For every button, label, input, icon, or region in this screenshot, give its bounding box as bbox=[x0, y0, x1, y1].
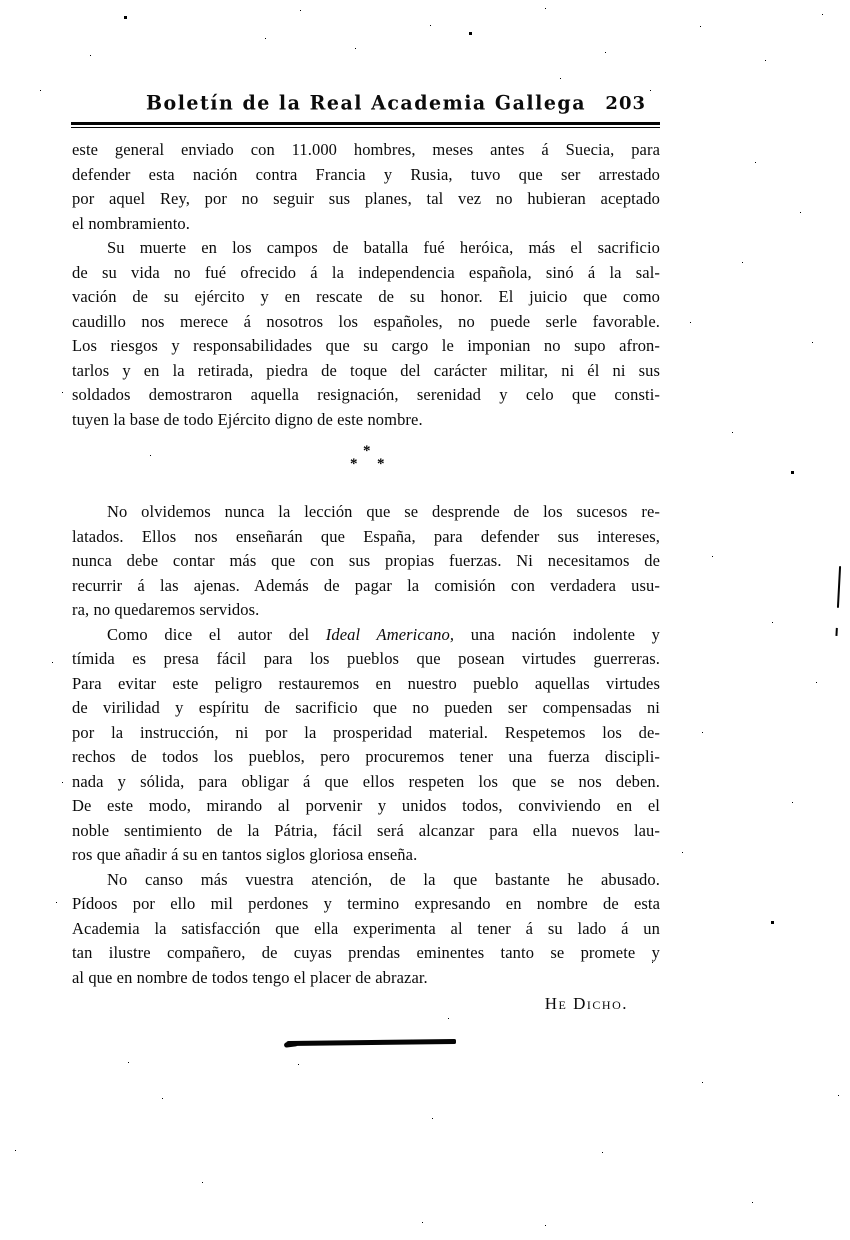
text-line: tuyen la base de todo Ejército digno de este nombre. bbox=[72, 409, 423, 429]
text-line: al que en nombre de todos tengo el placer de abrazar. bbox=[72, 967, 428, 987]
text-line: rechos de todos los pueblos, pero procuremos tener una fuerza discipli- bbox=[72, 747, 660, 766]
text-line: Como dice el autor del Ideal Americano, una nación indolente y bbox=[107, 624, 660, 644]
text-line: Los riesgos y responsabilidades que su cargo le imponian no supo afron- bbox=[72, 336, 660, 355]
paragraph bbox=[72, 623, 660, 868]
text-line: vación de su ejército y en rescate de su honor. El juicio que como bbox=[72, 287, 660, 306]
text-line: ra, no quedaremos servidos. bbox=[72, 600, 260, 619]
text-line: de virilidad y espíritu de sacrificio que no pueden ser compensadas ni bbox=[72, 698, 660, 717]
text-line: Academia la satisfacción que ella experimenta al tener á su lado á un bbox=[72, 918, 660, 938]
paragraph bbox=[72, 500, 660, 623]
text-line: soldados demostraron aquella resignación, serenidad y celo que consti- bbox=[72, 385, 660, 404]
text-line: Para evitar este peligro restauremos en nuestro pueblo aquellas virtudes bbox=[72, 673, 660, 693]
asterisk-icon: * bbox=[350, 456, 358, 472]
text-line: Pídoos por ello mil perdones y termino expresando en nombre de esta bbox=[72, 894, 660, 913]
text-line: el nombramiento. bbox=[72, 213, 190, 233]
text-line: nada y sólida, para obligar á que ellos respeten los que se nos deben. bbox=[72, 771, 660, 791]
text-line: de su vida no fué ofrecido á la independencia española, sinó á la sal- bbox=[72, 262, 660, 282]
text-line: tímida es presa fácil para los pueblos que posean virtudes guerreras. bbox=[72, 649, 660, 668]
text-column bbox=[72, 138, 660, 1017]
header-rule bbox=[71, 122, 660, 128]
margin-stray-mark bbox=[837, 566, 841, 608]
text-line: tarlos y en la retirada, piedra de toque del carácter militar, ni él ni sus bbox=[72, 360, 660, 380]
paragraph bbox=[72, 138, 660, 236]
page-header bbox=[72, 92, 660, 120]
speech-closing-signature: He Dicho. bbox=[544, 994, 628, 1013]
text-line: caudillo nos merece á nosotros los españoles, no puede serle favorable. bbox=[72, 311, 660, 331]
text-line: por aquel Rey, por no seguir sus planes, tal vez no hubieran aceptado bbox=[72, 189, 660, 208]
journal-title: Boletín de la Real Academia Gallega bbox=[145, 91, 586, 115]
closing-flourish-rule bbox=[286, 1039, 456, 1046]
text-line: noble sentimiento de la Pátria, fácil será alcanzar para ella nuevos lau- bbox=[72, 820, 660, 840]
text-line: este general enviado con 11.000 hombres, meses antes á Suecia, para bbox=[72, 140, 660, 159]
text-line: recurrir á las ajenas. Además de pagar la comisión con verdadera usu- bbox=[72, 575, 660, 595]
signature-row bbox=[72, 991, 660, 1017]
page-number: 203 bbox=[605, 93, 646, 114]
paragraph bbox=[72, 236, 660, 432]
text-line: nunca debe contar más que con sus propias fuerzas. Ni necesitamos de bbox=[72, 551, 660, 570]
text-line: De este modo, mirando al porvenir y unidos todos, conviviendo en el bbox=[72, 796, 660, 815]
scan-noise-specks bbox=[0, 0, 1, 1]
asterisk-icon: * bbox=[363, 443, 371, 459]
text-line: Su muerte en los campos de batalla fué heróica, más el sacrificio bbox=[107, 238, 660, 257]
text-line: latados. Ellos nos enseñarán que España, para defender sus intereses, bbox=[72, 526, 660, 546]
text-line: defender esta nación contra Francia y Rusia, tuvo que ser arrestado bbox=[72, 164, 660, 184]
asterisk-icon: * bbox=[377, 456, 385, 472]
text-block-1 bbox=[72, 138, 660, 432]
text-line: ros que añadir á su en tantos siglos gloriosa enseña. bbox=[72, 845, 418, 864]
text-line: por la instrucción, ni por la prosperidad material. Respetemos los de- bbox=[72, 722, 660, 742]
text-line: No canso más vuestra atención, de la que bastante he abusado. bbox=[107, 869, 660, 889]
text-block-2 bbox=[72, 500, 660, 990]
paragraph bbox=[72, 868, 660, 991]
text-line: tan ilustre compañero, de cuyas prendas eminentes tanto se promete y bbox=[72, 943, 660, 962]
text-line: No olvidemos nunca la lección que se desprende de los sucesos re- bbox=[107, 502, 660, 521]
asterism-separator bbox=[72, 445, 660, 485]
